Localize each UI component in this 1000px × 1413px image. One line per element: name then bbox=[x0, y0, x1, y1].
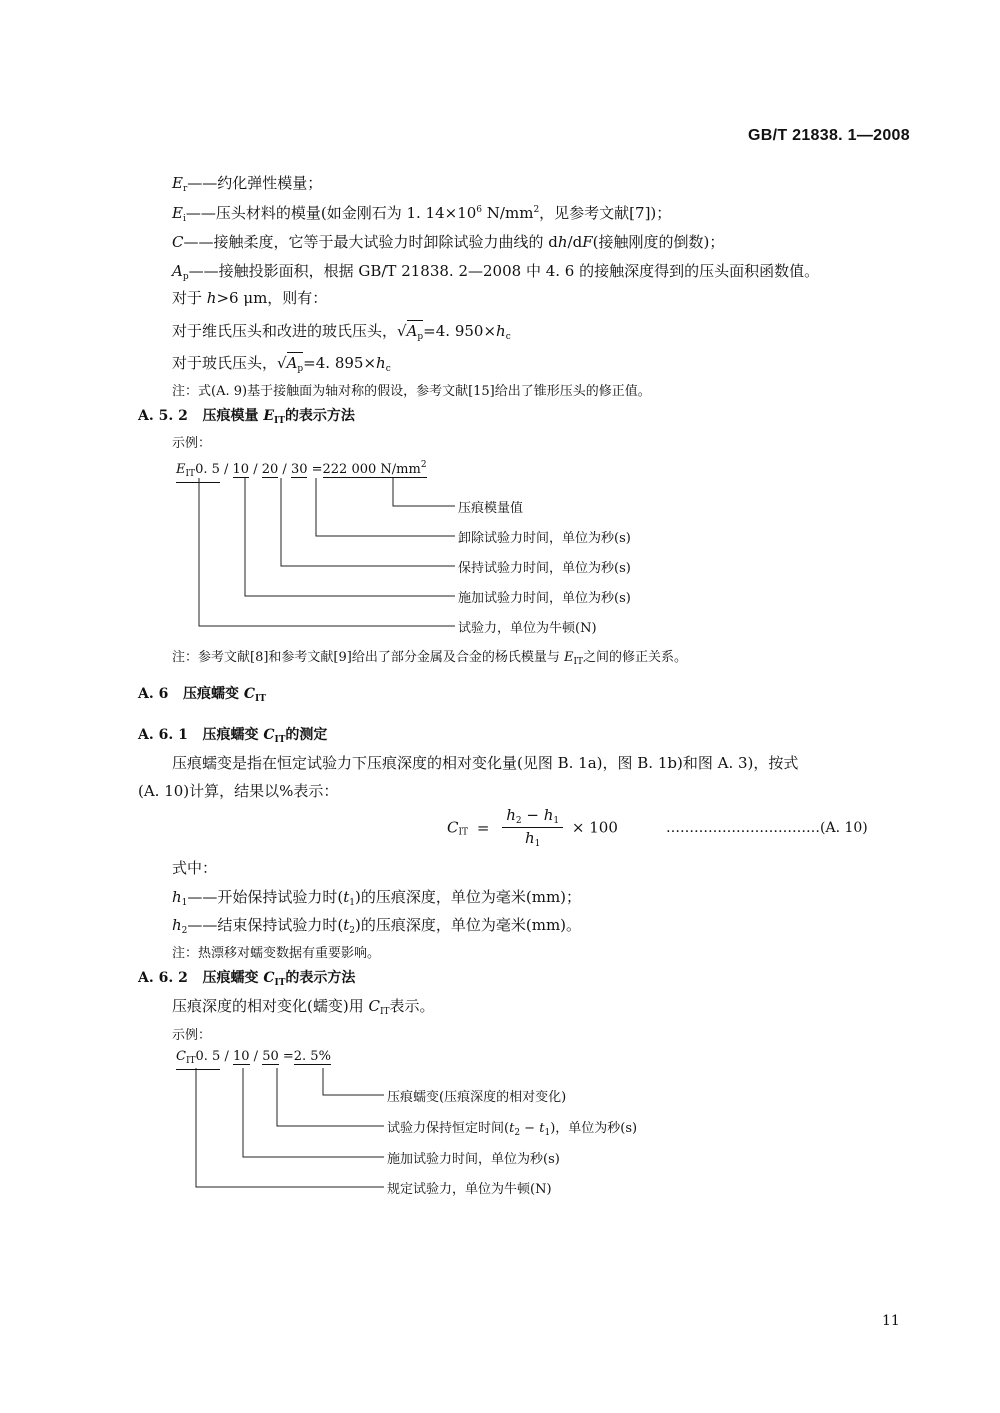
berkovich-formula: 对于玻氏压头，$√A_p=4$. $895\times h_c$ bbox=[172, 354, 391, 374]
leader-force bbox=[199, 478, 455, 626]
def-ap: $A_p——$接触投影面积，根据 GB/T 21838. 2—2008 中 4. 6 的接触深度得到的压头面积函数值。 bbox=[172, 262, 820, 282]
vickers-formula: 对于维氏压头和改进的玻氏压头，$√A_p=4$. $950\times h_c$ bbox=[172, 322, 511, 342]
note-a9: 注：式(A. 9)基于接触面为轴对称的假设，参考文献[15]给出了锥形压头的修正值。 bbox=[172, 384, 651, 399]
leader-force-2 bbox=[196, 1068, 384, 1187]
para-creep-1: 压痕蠕变是指在恒定试验力下压痕深度的相对变化量(见图 B. 1a)，图 B. 1b)和图 A. 3)，按式 bbox=[172, 754, 799, 772]
example-label: 示例： bbox=[172, 436, 212, 451]
def-er: $E_r——$约化弹性模量； bbox=[172, 174, 323, 194]
eit-example: $E_{IT}0$. 5 / 10 / 20 / 30 =222 000 $N/mm^2$ bbox=[176, 458, 427, 483]
def-h1: $h_1——$开始保持试验力时$(t_1)$的压痕深度，单位为毫米(mm)； bbox=[172, 888, 582, 908]
page-number: 11 bbox=[882, 1313, 900, 1329]
standard-code: GB/T 21838. 1—2008 bbox=[748, 127, 910, 144]
def-ei: $E_i——$压头材料的模量(如金刚石为 1. $14\times 10^6$ $N/mm^2$，见参考文献[7])； bbox=[172, 204, 672, 224]
leader-creep bbox=[323, 1068, 384, 1095]
leader-hold bbox=[281, 478, 455, 566]
label-specified-force: 规定试验力，单位为牛顿(N) bbox=[387, 1182, 552, 1197]
where-label: 式中： bbox=[172, 859, 218, 877]
label-apply-time: 施加试验力时间，单位为秒(s) bbox=[458, 591, 631, 606]
formula-ref: ……………………………(A. 10) bbox=[666, 820, 868, 836]
condition-line: 对于 h>6 μm，则有： bbox=[172, 289, 328, 307]
leader-hold-time bbox=[277, 1068, 384, 1126]
label-test-force: 试验力，单位为牛顿(N) bbox=[458, 621, 597, 636]
formula-a10: $C_{IT}$ = $\frac{h_2 - h_1}{h_1}$ × 100 bbox=[447, 806, 618, 849]
heading-a62: A. 6. 2 压痕蠕变 $C_{IT}$的表示方法 bbox=[138, 970, 356, 988]
cit-example: $C_{IT}0$. 5 / 10 / 50 =2. 5% bbox=[176, 1049, 331, 1070]
label-apply-time-2: 施加试验力时间，单位为秒(s) bbox=[387, 1152, 560, 1167]
note-thermal-drift: 注：热漂移对蠕变数据有重要影响。 bbox=[172, 946, 381, 961]
label-creep: 压痕蠕变(压痕深度的相对变化) bbox=[387, 1090, 567, 1105]
def-h2: $h_2——$结束保持试验力时$(t_2)$的压痕深度，单位为毫米(mm)。 bbox=[172, 916, 582, 936]
example-label-2: 示例： bbox=[172, 1028, 212, 1043]
label-hold-constant: 试验力保持恒定时间$(t_2 - t_1)$，单位为秒(s) bbox=[387, 1121, 638, 1138]
para-cit: 压痕深度的相对变化(蠕变)用 $C_{IT}$表示。 bbox=[172, 997, 435, 1017]
heading-a61: A. 6. 1 压痕蠕变 $C_{IT}$的测定 bbox=[138, 727, 328, 745]
heading-a6: A. 6 压痕蠕变 $C_{IT}$ bbox=[138, 686, 266, 704]
para-creep-2: (A. 10)计算，结果以%表示： bbox=[138, 782, 339, 800]
heading-a52: A. 5. 2 压痕模量 $E_{IT}$的表示方法 bbox=[138, 408, 355, 426]
leader-unload bbox=[316, 478, 455, 536]
leader-apply bbox=[245, 478, 455, 596]
def-c: C——接触柔度，它等于最大试验力时卸除试验力曲线的 dh/dF(接触刚度的倒数)； bbox=[172, 233, 725, 251]
label-hold-time: 保持试验力时间，单位为秒(s) bbox=[458, 561, 631, 576]
leader-apply-time bbox=[243, 1068, 384, 1157]
leader-modulus bbox=[393, 478, 455, 506]
note-young: 注：参考文献[8]和参考文献[9]给出了部分金属及合金的杨氏模量与 $E_{IT}$之间的修正关系。 bbox=[172, 650, 688, 667]
label-unload-time: 卸除试验力时间，单位为秒(s) bbox=[458, 531, 631, 546]
label-modulus-value: 压痕模量值 bbox=[458, 501, 524, 516]
